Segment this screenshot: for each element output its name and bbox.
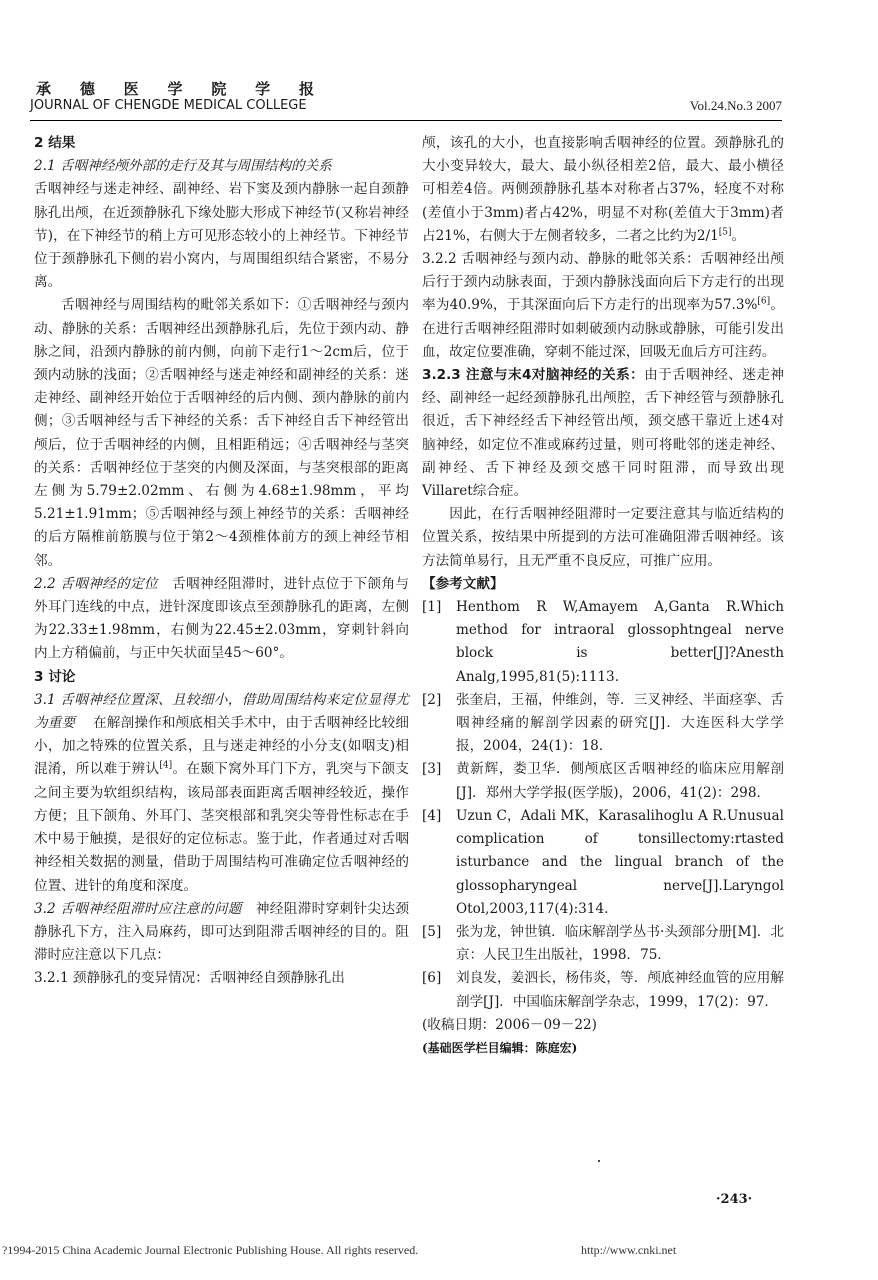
reference-number: [2] xyxy=(422,691,442,708)
reference-number: [3] xyxy=(422,761,442,778)
reference-text: Uzun C，Adali MK，Karasalihoglu A R.Unusual complication of tonsillectomy:rtasted isturbance and the lingual branch of the glossopharyngeal nerve[J].Laryngol Otol,2003,117(4):314. xyxy=(456,807,784,917)
subsection-2-2-text: 舌咽神经阻滞时，进针点位于下颌角与外耳门连线的中点，进针深度即该点至颈静脉孔的距离，左侧为22.33±1.98mm，右侧为22.45±2.03mm，穿刺针斜向内上方稍偏前，与正中矢状面呈45～60°。 xyxy=(34,575,409,662)
reference-number: [5] xyxy=(422,923,442,940)
subsection-3-2-heading: 3.2 舌咽神经阻滞时应注意的问题 xyxy=(34,900,242,917)
journal-title-char: 学 xyxy=(167,80,183,98)
journal-title-char: 医 xyxy=(123,80,139,98)
subsection-3-2-1-text: 舌咽神经自颈静脉孔出 xyxy=(208,970,345,987)
reference-list xyxy=(422,596,784,1014)
received-date: (收稿日期：2006－09－22) xyxy=(422,1016,597,1033)
reference-text: 张奎启，王福，仲维剑，等．三叉神经、半面痉挛、舌咽神经痛的解剖学因素的研究[J]．大连医科大学学报，2004，24(1)：18． xyxy=(456,691,784,755)
reference-text: 张为龙，钟世镇．临床解剖学丛书·头颈部分册[M]．北京：人民卫生出版社，1998．75． xyxy=(456,923,784,964)
subsection-3-2-2-text-cont: 。在进行舌咽神经阻滞时如刺破颈内动脉或静脉，可能引发出血，故定位要准确，穿刺不能过深，回吸无血后方可注药。 xyxy=(422,297,784,360)
subsection-2-2-heading: 2.2 舌咽神经的定位 xyxy=(34,575,159,592)
journal-title-char: 报 xyxy=(298,80,314,98)
footer-url: http://www.cnki.net xyxy=(581,1243,677,1257)
column-editor: (基础医学栏目编辑：陈庭宏) xyxy=(422,1040,578,1055)
citation: [5] xyxy=(718,227,732,238)
reference-text: 黄新辉，娄卫华．侧颅底区舌咽神经的临床应用解剖[J]．郑州大学学报(医学版)，2006，41(2)：298． xyxy=(456,761,784,801)
subsection-3-1-heading: 3.1 舌咽神经位置深、且较细小，借助周围结构来定位显得尤为重要 xyxy=(34,691,409,732)
reference-item xyxy=(422,758,784,804)
subsection-3-2-2-heading: 3.2.2 舌咽神经与颈内动、静脉的毗邻关系： xyxy=(422,251,701,268)
journal-title-char: 承 xyxy=(36,80,52,98)
subsection-3-2-3-heading: 3.2.3 注意与末4对脑神经的关系： xyxy=(422,367,645,384)
speck-mark xyxy=(598,1160,600,1162)
reference-text: 刘良发，姜泗长，杨伟炎，等．颅底神经血管的应用解剖学[J]．中国临床解剖学杂志，1999，17(2)：97． xyxy=(456,970,784,1010)
reference-item xyxy=(422,967,784,1013)
volume-issue: Vol.24.No.3 2007 xyxy=(689,98,782,113)
conclusion-paragraph: 因此，在行舌咽神经阻滞时一定要注意其与临近结构的位置关系，按结果中所提到的方法可准确阻滞舌咽神经。该方法简单易行，且无严重不良反应，可推广应用。 xyxy=(422,506,784,569)
continued-text-end: 。 xyxy=(731,227,746,244)
subsection-3-1 xyxy=(34,689,409,898)
reference-item xyxy=(422,689,784,759)
right-column xyxy=(422,132,784,1060)
left-column xyxy=(34,132,409,991)
journal-title-char: 德 xyxy=(79,80,95,98)
continued-text: 颅，该孔的大小，也直接影响舌咽神经的位置。颈静脉孔的大小变异较大，最大、最小纵径相差2倍，最大、最小横径可相差4倍。两侧颈静脉孔基本对称者占37%，轻度不对称(差值小于3mm)者占42%，明显不对称(差值大于3mm)者占21%，右侧大于左侧者较多，二者之比约为2/1 xyxy=(422,135,784,244)
subsection-3-2-1-heading: 3.2.1 颈静脉孔的变异情况： xyxy=(34,970,209,987)
section-discussion-heading: 3 讨论 xyxy=(34,668,76,685)
reference-number: [6] xyxy=(422,970,442,987)
subsection-2-1-heading: 2.1 舌咽神经颅外部的走行及其与周围结构的关系 xyxy=(34,158,332,175)
page-number: ·243· xyxy=(716,1192,753,1207)
continued-paragraph xyxy=(422,132,784,248)
journal-title-cn xyxy=(30,78,320,99)
subsection-2-1-text: 舌咽神经与迷走神经、副神经、岩下窦及颈内静脉一起自颈静脉孔出颅，在近颈静脉孔下缘处膨大形成下神经节(又称岩神经节)，在下神经节的稍上方可见形态较小的上神经节。下神经节位于颈静脉孔下侧的岩小窝内，与周围组织结合紧密，不易分离。 xyxy=(34,181,409,291)
journal-title-char: 院 xyxy=(211,80,227,98)
citation: [4] xyxy=(159,760,173,771)
subsection-3-2-2-text: 舌咽神经出颅后行于颈内动脉表面，于颈内静脉浅面向后下方走行的出现率为40.9%，于其深面向后下方走行的出现率为57.3% xyxy=(422,251,784,314)
references-heading: 【参考文献】 xyxy=(422,575,504,592)
subsection-3-2 xyxy=(34,898,409,968)
section-results-heading: 2 结果 xyxy=(34,135,76,151)
subsection-3-1-text: 在解剖操作和颅底相关手术中，由于舌咽神经比较细小，加之特殊的位置关系，且与迷走神经的小分支(如咽支)相混淆，所以难于辨认 xyxy=(34,715,409,778)
reference-number: [1] xyxy=(422,599,442,616)
subsection-2-2 xyxy=(34,573,409,666)
subsection-3-2-3 xyxy=(422,364,784,503)
reference-text: Henthom R W,Amayem A,Ganta R.Which method for intraoral glossophtngeal nerve block is better[J]?Anesth Analg,1995,81(5):1113. xyxy=(456,599,784,685)
neighbors-paragraph: 舌咽神经与周围结构的毗邻关系如下：①舌咽神经与颈内动、静脉的关系：舌咽神经出颈静脉孔后，先位于颈内动、静脉之间，沿颈内静脉的前内侧，向前下走行1～2cm后，位于颈内动脉的浅面；②舌咽神经与迷走神经和副神经的关系：迷走神经、副神经开始位于舌咽神经的后内侧、颈内静脉的前内侧；③舌咽神经与舌下神经的关系：舌下神经自舌下神经管出颅后，位于舌咽神经的内侧，且相距稍远；④舌咽神经与茎突的关系：舌咽神经位于茎突的内侧及深面，与茎突根部的距离左侧为5.79±2.02mm、右侧为4.68±1.98mm，平均5.21±1.91mm；⑤舌咽神经与颈上神经节的关系：舌咽神经的后方隔椎前筋膜与位于第2～4颈椎体前方的颈上神经节相邻。 xyxy=(34,297,409,569)
reference-item xyxy=(422,596,784,689)
reference-item xyxy=(422,805,784,921)
reference-item xyxy=(422,921,784,967)
journal-title-en: JOURNAL OF CHENGDE MEDICAL COLLEGE xyxy=(30,98,307,113)
subsection-3-2-3-text: 由于舌咽神经、迷走神经、副神经一起经颈静脉孔出颅腔，舌下神经管与颈静脉孔很近，舌下神经经舌下神经管出颅，颈交感干靠近上述4对脑神经，如定位不准或麻药过量，则可将毗邻的迷走神经、副神经、舌下神经及颈交感干同时阻滞，而导致出现Villaret综合症。 xyxy=(422,367,784,500)
copyright-notice: ?1994-2015 China Academic Journal Electronic Publishing House. All rights reserved. xyxy=(2,1243,419,1257)
citation: [6] xyxy=(757,296,771,307)
header-rule xyxy=(30,120,782,121)
journal-title-char: 学 xyxy=(255,80,271,98)
subsection-3-2-2 xyxy=(422,248,784,364)
reference-number: [4] xyxy=(422,807,442,824)
subsection-3-1-text-cont: 。在颞下窝外耳门下方，乳突与下颌支之间主要为软组织结构，该局部表面距离舌咽神经较近，操作方便；且下颌角、外耳门、茎突根部和乳突尖等骨性标志在手术中易于触摸，是很好的定位标志。鉴于此，作者通过对舌咽神经相关数据的测量，借助于周围结构可准确定位舌咽神经的位置、进针的角度和深度。 xyxy=(34,761,410,894)
subsection-3-2-text: 神经阻滞时穿刺针尖达颈静脉孔下方，注入局麻药，即可达到阻滞舌咽神经的目的。阻滞时应注意以下几点： xyxy=(34,900,409,964)
subsection-3-2-1 xyxy=(34,967,409,990)
